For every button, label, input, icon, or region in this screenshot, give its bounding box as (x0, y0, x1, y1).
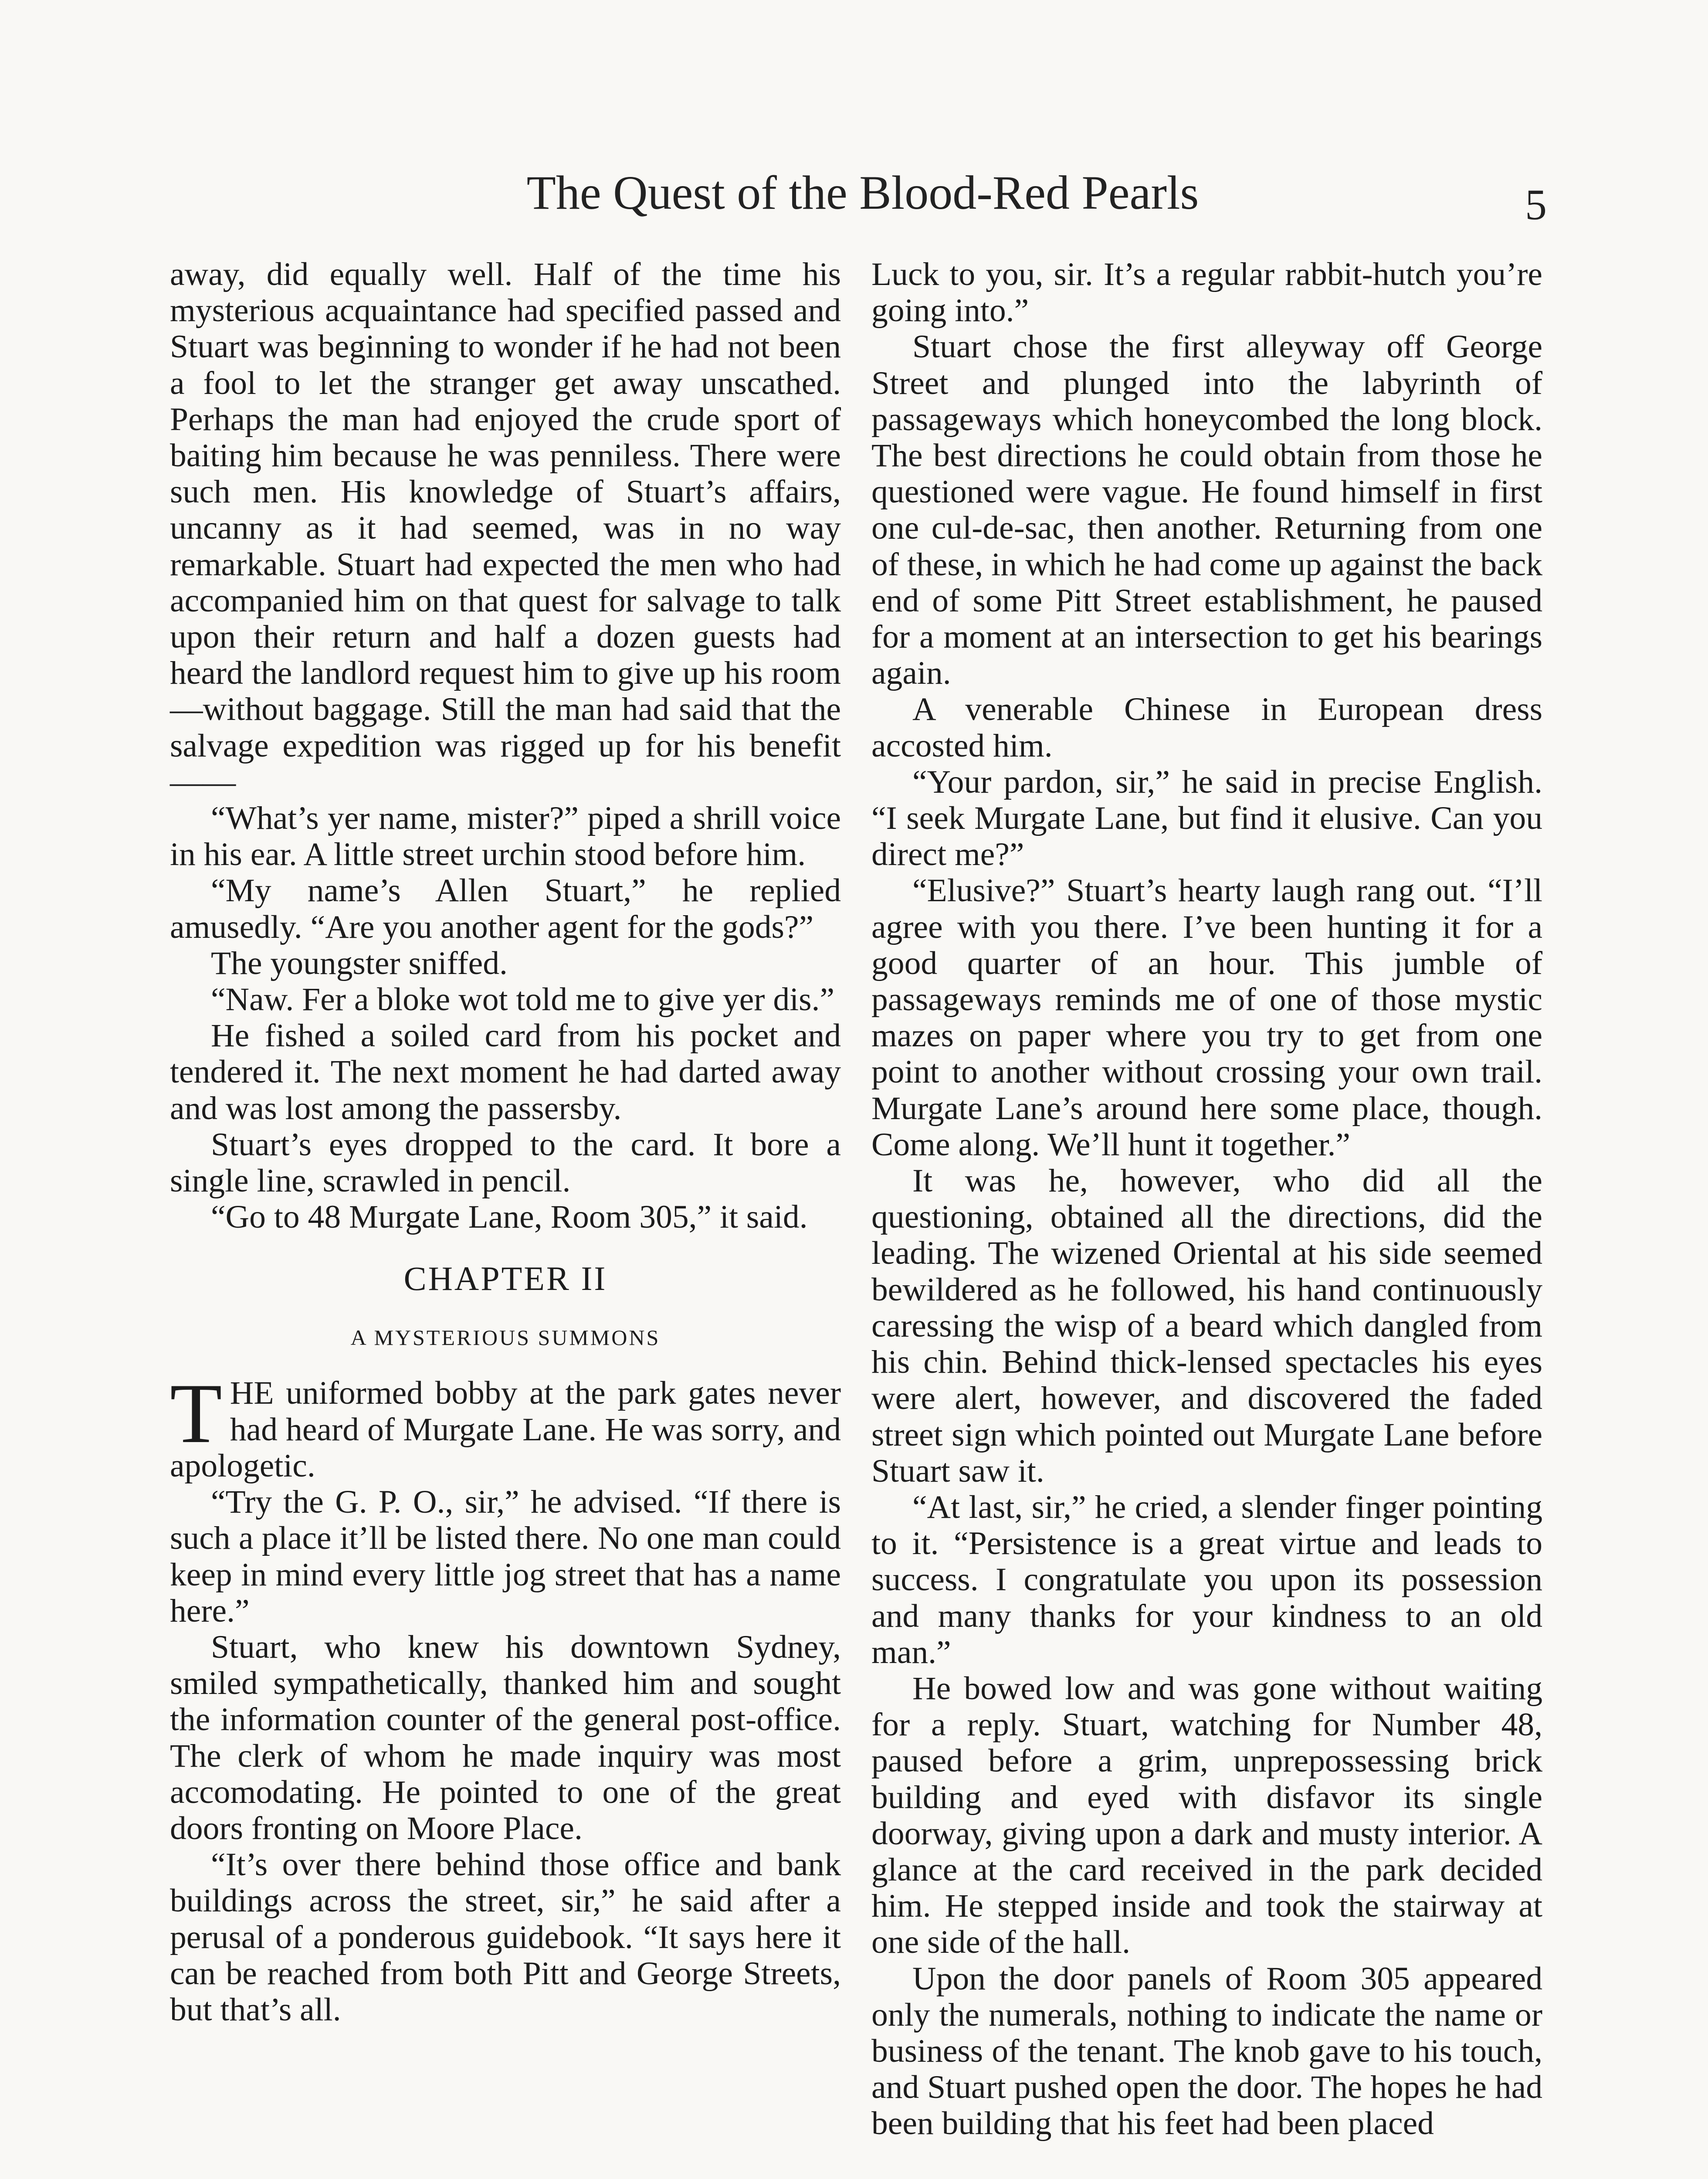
opening-paragraph (170, 1366, 841, 1484)
page-number: 5 (1525, 180, 1547, 229)
paragraph: “At last, sir,” he cried, a slender finger pointing to it. “Persistence is a great virtue and leads to success. I congratulate you upon its possession and many thanks for your kindness to an old man.” (871, 1489, 1542, 1670)
paragraph: “It’s over there behind those office and bank buildings across the street, sir,” he said after a perusal of a ponderous guidebook. “It says here it can be reached from both Pitt and George Streets, but that’s all. (170, 1846, 841, 2028)
paragraph: “Go to 48 Murgate Lane, Room 305,” it said. (211, 1199, 808, 1235)
paragraph: “What’s yer name, mister?” piped a shrill voice in his ear. A little street urchin stood before him. (170, 800, 841, 873)
paragraph: He bowed low and was gone without waiting for a reply. Stuart, watching for Number 48, paused before a grim, unprepossessing brick building and eyed with disfavor its single doorway, giving upon a dark and musty interior. A glance at the card received in the park decided him. He stepped inside and took the stairway at one side of the hall. (871, 1670, 1542, 1961)
paragraph: “My name’s Allen Stuart,” he replied amusedly. “Are you another agent for the gods?” (170, 872, 841, 945)
chapter-title: CHAPTER II (403, 1259, 607, 1298)
paragraph: Stuart chose the first alleyway off George Street and plunged into the labyrinth of passageways which honeycombed the long block. The best directions he could obtain from those he questioned were vague. He found himself in first one cul-de-sac, then another. Returning from one of these, in which he had come up against the back end of some Pitt Street establishment, he paused for a moment at an intersection to get his bearings again. (871, 329, 1542, 692)
paragraph: away, did equally well. Half of the time his mysterious acquaintance had specified passed and Stuart was beginning to wonder if he had not been a fool to let the stranger get away unscathed. Perhaps the man had enjoyed the crude sport of baiting him because he was penniless. There were such men. His knowledge of Stuart’s affairs, uncanny as it had seemed, was in no way remarkable. Stuart had expected the men who had accompanied him on that quest for salvage to talk upon their return and half a dozen guests had heard the landlord request him to give up his room—without baggage. Still the man had said that the salvage expedition was rigged up for his benefit—— (170, 256, 841, 800)
paragraph: He fished a soiled card from his pocket and tendered it. The next moment he had darted away and was lost among the passersby. (170, 1018, 841, 1127)
chapter-subtitle: A MYSTERIOUS SUMMONS (350, 1325, 661, 1350)
paragraph: The youngster sniffed. (211, 945, 508, 981)
opening-paragraph-text: HE uniformed bobby at the park gates never had heard of Murgate Lane. He was sorry, and apologetic. (170, 1375, 841, 1484)
drop-cap: T (170, 1366, 222, 1461)
paragraph: Stuart, who knew his downtown Sydney, smiled sympathetically, thanked him and sought the information counter of the general post-office. The clerk of whom he made inquiry was most accomodating. He pointed to one of the great doors fronting on Moore Place. (170, 1629, 841, 1846)
right-column (871, 256, 1542, 2142)
paragraph: “Try the G. P. O., sir,” he advised. “If there is such a place it’ll be listed there. No one man could keep in mind every little jog street that has a name here.” (170, 1484, 841, 1629)
paragraph: “Your pardon, sir,” he said in precise English. “I seek Murgate Lane, but find it elusive. Can you direct me?” (871, 764, 1542, 873)
paragraph: Luck to you, sir. It’s a regular rabbit-hutch you’re going into.” (871, 256, 1542, 329)
paragraph: “Naw. Fer a bloke wot told me to give yer dis.” (211, 981, 835, 1018)
left-column (170, 256, 841, 2028)
running-title: The Quest of the Blood-Red Pearls (526, 166, 1199, 219)
paragraph: “Elusive?” Stuart’s hearty laugh rang out. “I’ll agree with you there. I’ve been hunting it for a good quarter of an hour. This jumble of passageways reminds me of one of those mystic mazes on paper where you try to get from one point to another without crossing your own trail. Murgate Lane’s around here some place, though. Come along. We’ll hunt it together.” (871, 872, 1542, 1163)
paragraph: Upon the door panels of Room 305 appeared only the numerals, nothing to indicate the name or business of the tenant. The knob gave to his touch, and Stuart pushed open the door. The hopes he had been building that his feet had been placed (871, 1960, 1542, 2142)
paragraph: Stuart’s eyes dropped to the card. It bore a single line, scrawled in pencil. (170, 1126, 841, 1199)
paragraph: A venerable Chinese in European dress accosted him. (871, 691, 1542, 764)
paragraph: It was he, however, who did all the questioning, obtained all the directions, did the leading. The wizened Oriental at his side seemed bewildered as he followed, his hand continuously caressing the wisp of a beard which dangled from his chin. Behind thick-lensed spectacles his eyes were alert, however, and discovered the faded street sign which pointed out Murgate Lane before Stuart saw it. (871, 1163, 1542, 1489)
